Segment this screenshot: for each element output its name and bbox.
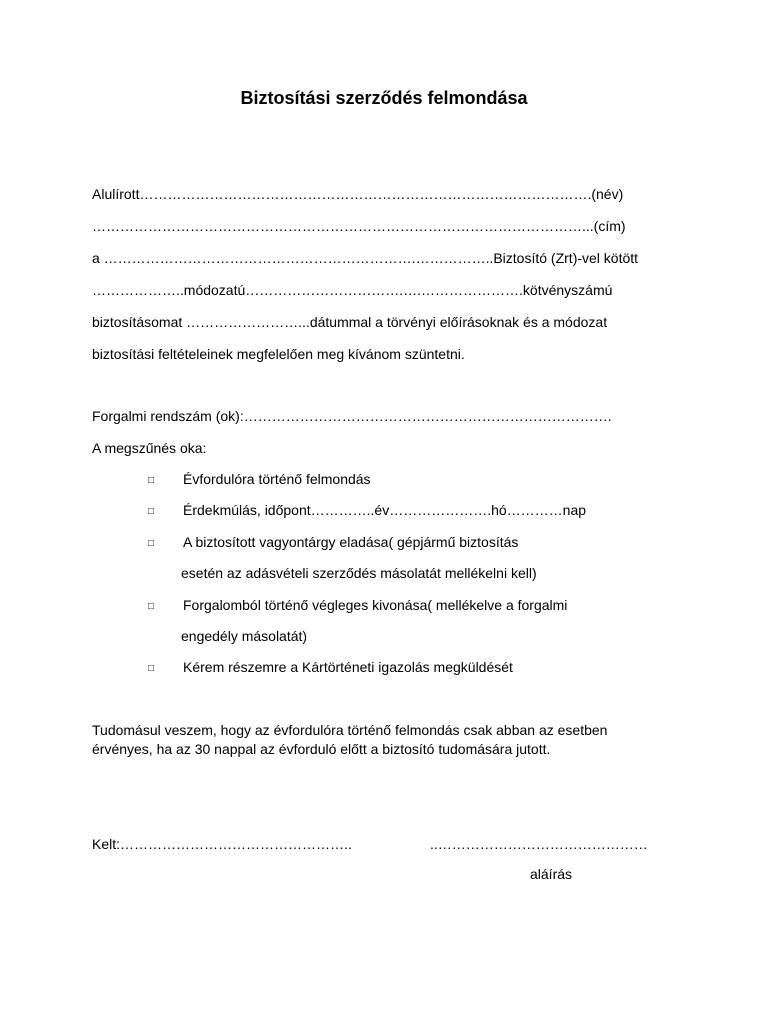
option-interest-loss: Érdekmúlás, időpont…………..év………………….hó…………nap — [183, 502, 587, 518]
checkbox-claims-history[interactable]: □ — [148, 663, 155, 674]
plate-number-line: Forgalmi rendszám (ok):……………………………………………………………………. — [92, 408, 612, 424]
insurer-line: a ………………………………………………………….……………..Biztosító (Zrt)-vel kötött — [92, 250, 639, 266]
policy-line: ………………..módozatú…………………………….….………………….kötvényszámú — [92, 282, 613, 298]
place-date-line: Kelt:………………………………………….. — [92, 836, 352, 852]
option-sale-note: esetén az adásvételi szerződés másolatát mellékelni kell) — [181, 565, 537, 581]
terms-line: biztosítási feltételeinek megfelelően meg kívánom szüntetni. — [92, 346, 465, 362]
checkbox-deregistration[interactable]: □ — [148, 601, 155, 612]
checkbox-sale[interactable]: □ — [148, 538, 155, 549]
checkbox-interest-loss[interactable]: □ — [148, 506, 155, 517]
checkbox-anniversary[interactable]: □ — [148, 475, 155, 486]
option-deregistration-note: engedély másolatát) — [181, 628, 308, 644]
option-deregistration: Forgalomból történő végleges kivonása( mellékelve a forgalmi — [183, 597, 568, 613]
signature-label: aláírás — [530, 866, 573, 882]
option-claims-history: Kérem részemre a Kártörténeti igazolás megküldését — [183, 659, 513, 675]
name-line: Alulírott…………………………………………………………………………………….(név) — [92, 186, 624, 202]
signature-line: ..……………………………………… — [430, 836, 648, 852]
address-line: ……………………………………………………………………………………………...(cím) — [92, 218, 626, 234]
option-sale: A biztosított vagyontárgy eladása( gépjármű biztosítás — [183, 534, 519, 550]
document-title: Biztosítási szerződés felmondása — [240, 88, 528, 108]
notice-line-2: érvényes, ha az 30 nappal az évforduló előtt a biztosító tudomására jutott. — [92, 741, 551, 757]
option-anniversary: Évfordulóra történő felmondás — [183, 471, 371, 487]
reason-label: A megszűnés oka: — [92, 440, 207, 456]
date-line: biztosításomat ……………………...dátummal a törvényi előírásoknak és a módozat — [92, 314, 608, 330]
notice-line-1: Tudomásul veszem, hogy az évfordulóra történő felmondás csak abban az esetben — [92, 722, 608, 738]
